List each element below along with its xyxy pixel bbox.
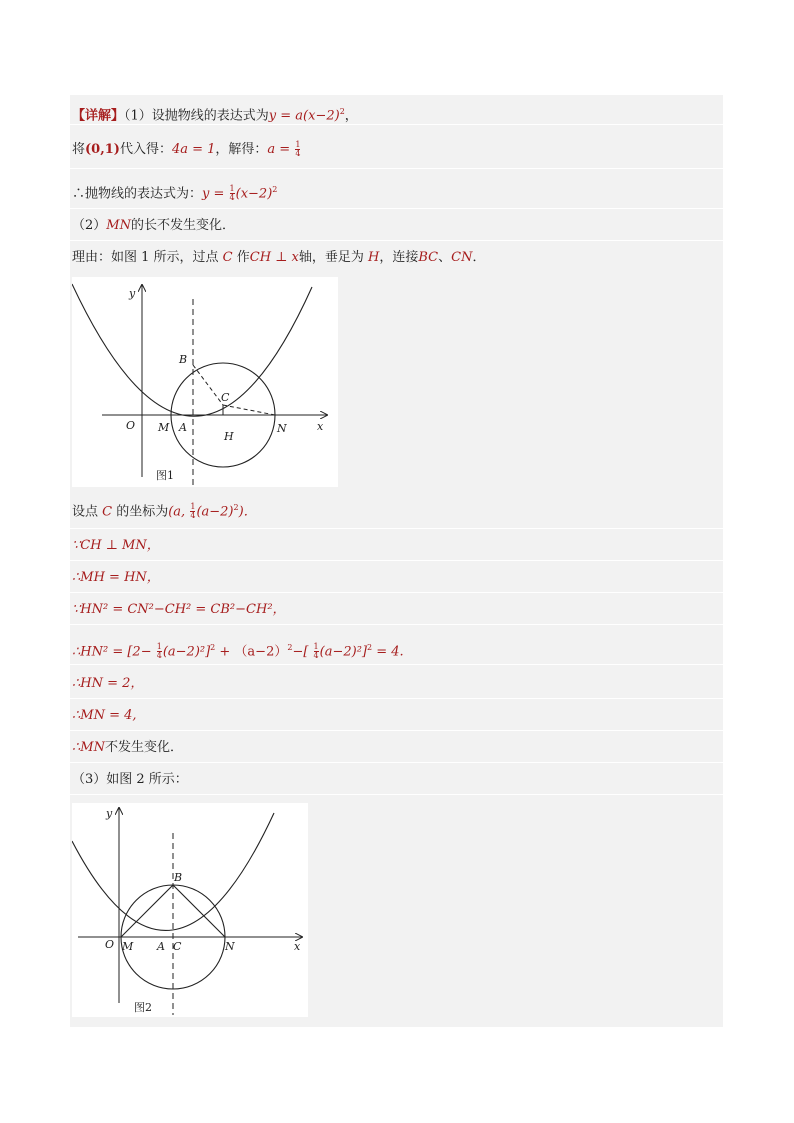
- label-x: x: [294, 940, 301, 953]
- parabola: [72, 813, 274, 930]
- text: ∴抛物线的表达式为：: [72, 186, 203, 202]
- segment: CN: [451, 250, 473, 265]
- text: ．: [472, 250, 486, 265]
- point: C: [102, 504, 113, 520]
- figure-caption: 图1: [156, 469, 174, 482]
- perpendicular: CH ⊥ x: [249, 250, 299, 265]
- point: C: [222, 250, 233, 265]
- equation: 4a = 1: [171, 142, 216, 157]
- exponent: 2: [210, 643, 216, 652]
- figure-1: [72, 277, 338, 487]
- segment-bn: [173, 885, 225, 937]
- row-separator: [70, 698, 723, 699]
- detail-tag: 【详解】: [72, 108, 125, 124]
- text: 理由：如图 1 所示，过点: [72, 250, 223, 265]
- parabola: [72, 284, 312, 416]
- row-separator: [70, 762, 723, 763]
- figure-2: [72, 803, 308, 1017]
- text: 的长不发生变化．: [130, 218, 235, 233]
- fraction-quarter: $\frac{1}{4}$: [156, 642, 162, 661]
- proof-line-7: [72, 739, 183, 757]
- text: 代入得：: [119, 142, 172, 157]
- exponent: 2: [339, 107, 345, 116]
- segment: ∴MN: [72, 740, 105, 755]
- row-separator: [70, 664, 723, 665]
- label-c: C: [173, 940, 182, 953]
- label-n: N: [225, 940, 235, 953]
- exponent: 2: [233, 503, 239, 512]
- step1-line: [72, 103, 358, 125]
- text: 设点: [72, 504, 103, 520]
- segment: BC: [418, 250, 439, 265]
- fraction-quarter: $\frac{1}{4}$: [229, 184, 235, 203]
- text: （2）: [72, 218, 107, 233]
- coordinate-line: [72, 499, 257, 521]
- label-b: B: [179, 353, 188, 366]
- label-o: O: [105, 938, 115, 951]
- exponent: 2: [366, 643, 373, 652]
- proof-line-3: ∵HN² = CN²−CH² = CB²−CH²，: [72, 602, 286, 617]
- text: 轴，垂足为: [298, 250, 369, 265]
- label-y: y: [106, 807, 113, 820]
- exponent: 2: [287, 643, 293, 652]
- step1-text: （1）设抛物线的表达式为: [124, 108, 269, 124]
- proof-line-2: ∴MH = HN，: [72, 570, 160, 585]
- punct: ，: [344, 108, 358, 124]
- step3-line: （3）如图 2 所示：: [72, 772, 188, 787]
- row-separator: [70, 168, 723, 169]
- expr: + （a−2）: [215, 644, 288, 660]
- text: 、: [438, 250, 452, 265]
- expr: (a−2)²]: [162, 644, 211, 660]
- segment-bc: [193, 365, 223, 405]
- equation: (x−2): [235, 186, 273, 202]
- expr: ∴HN² = [2−: [72, 644, 152, 660]
- row-separator: [70, 560, 723, 561]
- expr: (a−2)²]: [319, 644, 367, 660]
- step1-result-line: [72, 181, 277, 203]
- answer: a =: [267, 142, 291, 157]
- equation: y =: [202, 186, 225, 202]
- row-separator: [70, 240, 723, 241]
- coordinate-end: )．: [238, 504, 257, 520]
- figure-caption: 图2: [134, 1001, 152, 1014]
- label-n: N: [277, 422, 287, 435]
- label-b: B: [174, 871, 183, 884]
- label-c: C: [221, 391, 230, 404]
- reason-line: [72, 249, 485, 267]
- text: 将: [72, 142, 86, 157]
- label-a: A: [179, 421, 187, 434]
- proof-line-1: ∵CH ⊥ MN，: [72, 538, 160, 553]
- proof-line-4: [72, 639, 404, 661]
- fraction-quarter: $\frac{1}{4}$: [313, 642, 319, 661]
- label-a: A: [157, 940, 165, 953]
- proof-line-5: ∴HN = 2，: [72, 676, 144, 691]
- fraction-quarter: $\frac{1}{4}$: [295, 140, 301, 158]
- text: 作: [232, 250, 250, 265]
- step2-line: [72, 217, 235, 235]
- row-separator: [70, 730, 723, 731]
- label-x: x: [317, 420, 324, 433]
- exponent: 2: [272, 185, 278, 194]
- row-separator: [70, 794, 723, 795]
- text: ，解得：: [215, 142, 268, 157]
- expr: = 4.: [372, 644, 404, 660]
- row-separator: [70, 528, 723, 529]
- text: 的坐标为: [112, 504, 169, 520]
- label-y: y: [129, 287, 136, 300]
- segment-mb: [121, 885, 173, 937]
- step1-substitution-line: [72, 141, 301, 159]
- row-separator: [70, 624, 723, 625]
- segment-cn: [223, 405, 275, 415]
- row-separator: [70, 208, 723, 209]
- label-h: H: [224, 430, 234, 443]
- point: H: [368, 250, 380, 265]
- point: (0,1): [85, 142, 120, 157]
- proof-line-6: ∴MN = 4,: [72, 708, 137, 723]
- expr: −[: [292, 644, 309, 660]
- row-separator: [70, 592, 723, 593]
- label-m: M: [158, 421, 170, 434]
- coordinate: (a−2): [196, 504, 234, 520]
- label-m: M: [122, 940, 134, 953]
- coordinate: (a,: [168, 504, 186, 520]
- text: ，连接: [379, 250, 419, 265]
- step1-equation: y = a(x−2): [268, 108, 340, 124]
- segment: MN: [106, 218, 131, 233]
- text: 不发生变化．: [104, 740, 183, 755]
- label-o: O: [126, 419, 136, 432]
- fraction-quarter: $\frac{1}{4}$: [190, 502, 196, 521]
